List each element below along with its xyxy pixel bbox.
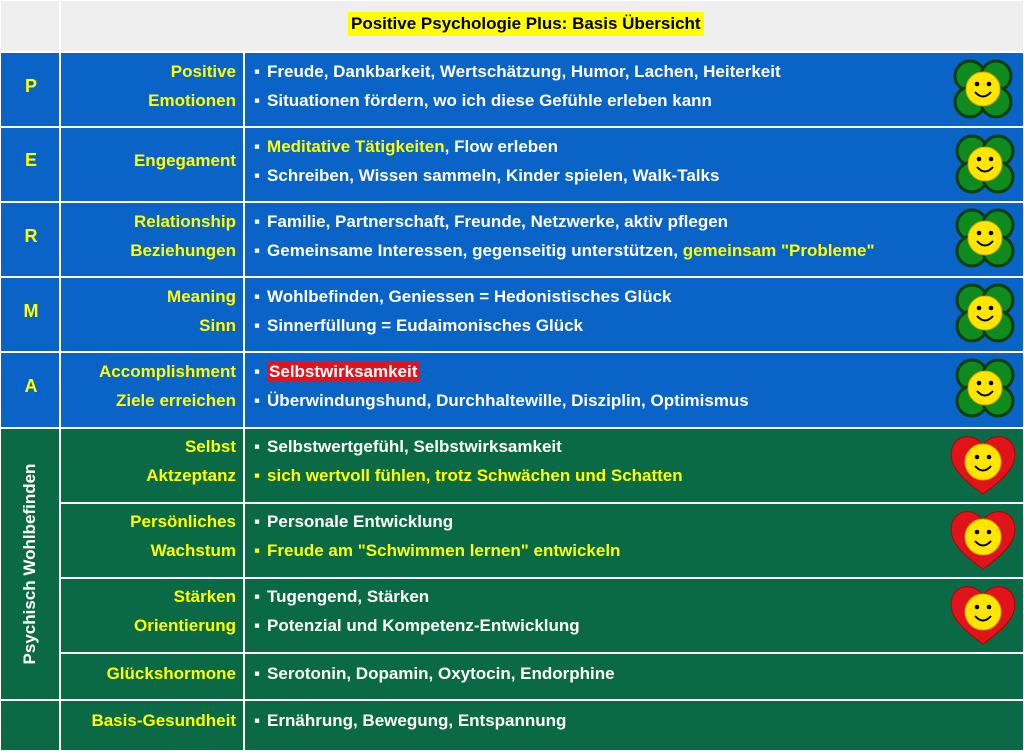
perma-label-e-line-1: Engegament (133, 151, 236, 170)
basis-label-text: Basis-Gesundheit (91, 711, 236, 730)
list-item-text: Gemeinsame Interessen, gegenseitig unterstützen, (267, 241, 683, 260)
clover-smiley-icon (950, 355, 1020, 423)
perma-letter-m: M (23, 301, 39, 321)
list-item: ▪ Potenzial und Kompetenz-Entwicklung (254, 611, 954, 640)
wellbeing-label-2-line-2: Wachstum (150, 541, 236, 560)
wellbeing-label-1 (62, 432, 236, 490)
perma-label-r (62, 207, 236, 265)
perma-letter-r: R (24, 226, 38, 246)
wellbeing-label-3-line-1: Stärken (173, 587, 236, 606)
clover-smiley-icon (950, 131, 1020, 199)
list-item: ▪ Familie, Partnerschaft, Freunde, Netzwerke, aktiv pflegen (254, 207, 954, 236)
list-item: ▪ Personale Entwicklung (254, 507, 954, 536)
list-item: ▪ Ernährung, Bewegung, Entspannung (254, 706, 954, 735)
wellbeing-bullets-3 (254, 582, 954, 640)
list-item: ▪ Wohlbefinden, Geniessen = Hedonistisches Glück (254, 282, 954, 311)
perma-letter-a: A (24, 376, 38, 396)
perma-label-a-line-2: Ziele erreichen (115, 391, 236, 410)
perma-label-m (62, 282, 236, 340)
perma-bullets-m (254, 282, 954, 340)
list-item (254, 357, 954, 386)
clover-smiley-icon (950, 280, 1020, 348)
list-item: ▪ Tugengend, Stärken (254, 582, 954, 611)
wellbeing-bullets-1 (254, 432, 954, 490)
perma-label-r-line-2: Beziehungen (130, 241, 236, 260)
perma-label-r-line-1: Relationship (133, 212, 236, 231)
perma-label-m-line-1: Meaning (167, 287, 236, 306)
list-item: ▪ Selbstwertgefühl, Selbstwirksamkeit (254, 432, 954, 461)
red-highlight-text: Selbstwirksamkeit (269, 362, 418, 381)
perma-bullets-r (254, 207, 954, 265)
list-item-text: , Flow erleben (444, 137, 558, 156)
list-item: ▪ Freude am "Schwimmen lernen" entwickeln (254, 536, 954, 565)
wellbeing-label-3 (62, 582, 236, 640)
list-item (254, 236, 954, 265)
wellbeing-label-2-line-1: Persönliches (130, 512, 236, 531)
list-item: ▪ sich wertvoll fühlen, trotz Schwächen und Schatten (254, 461, 954, 490)
clover-smiley-icon (950, 205, 1020, 273)
perma-label-a (62, 357, 236, 415)
perma-letter-e: E (24, 150, 37, 170)
perma-bullets-p (254, 57, 954, 115)
list-item: ▪ Überwindungshund, Durchhaltewille, Disziplin, Optimismus (254, 386, 954, 415)
perma-label-m-line-2: Sinn (199, 316, 236, 335)
perma-label-p (62, 57, 236, 115)
perma-label-p-line-1: Positive (170, 62, 236, 81)
wellbeing-vertical-label (0, 428, 60, 700)
wellbeing-bullets-4 (254, 659, 954, 688)
perma-label-e (62, 146, 236, 175)
list-item: ▪ Freude, Dankbarkeit, Wertschätzung, Humor, Lachen, Heiterkeit (254, 57, 954, 86)
wellbeing-label-1-line-2: Aktzeptanz (146, 466, 236, 485)
list-item: ▪ Serotonin, Dopamin, Oxytocin, Endorphine (254, 659, 954, 688)
highlight-text: gemeinsam "Probleme" (682, 241, 875, 260)
wellbeing-label-1-line-1: Selbst (184, 437, 236, 456)
wellbeing-vertical-text: Psychisch Wohlbefinden (20, 463, 39, 665)
list-item: ▪ Sinnerfüllung = Eudaimonisches Glück (254, 311, 954, 340)
wellbeing-label-4-line-1: Glückshormone (106, 664, 236, 683)
wellbeing-bullets-2 (254, 507, 954, 565)
highlight-text: Meditative Tätigkeiten (267, 137, 445, 156)
wellbeing-label-2 (62, 507, 236, 565)
header-corner (0, 0, 60, 52)
list-item: ▪ Schreiben, Wissen sammeln, Kinder spielen, Walk-Talks (254, 161, 954, 190)
basis-letter-cell (0, 700, 60, 751)
perma-bullets-a (254, 357, 954, 415)
perma-bullets-e (254, 132, 954, 190)
perma-label-a-line-1: Accomplishment (99, 362, 236, 381)
list-item: ▪ Situationen fördern, wo ich diese Gefühle erleben kann (254, 86, 954, 115)
heart-smiley-icon (946, 580, 1020, 648)
perma-letter-p: P (24, 76, 37, 96)
clover-smiley-icon (948, 56, 1018, 124)
page-title: Positive Psychologie Plus: Basis Übersicht (348, 12, 704, 36)
heart-smiley-icon (946, 505, 1020, 573)
basis-label (62, 706, 236, 735)
list-item (254, 132, 954, 161)
perma-label-p-line-2: Emotionen (148, 91, 236, 110)
basis-bullets (254, 706, 954, 735)
heart-smiley-icon (946, 430, 1020, 498)
wellbeing-label-3-line-2: Orientierung (133, 616, 236, 635)
wellbeing-label-4 (62, 659, 236, 688)
